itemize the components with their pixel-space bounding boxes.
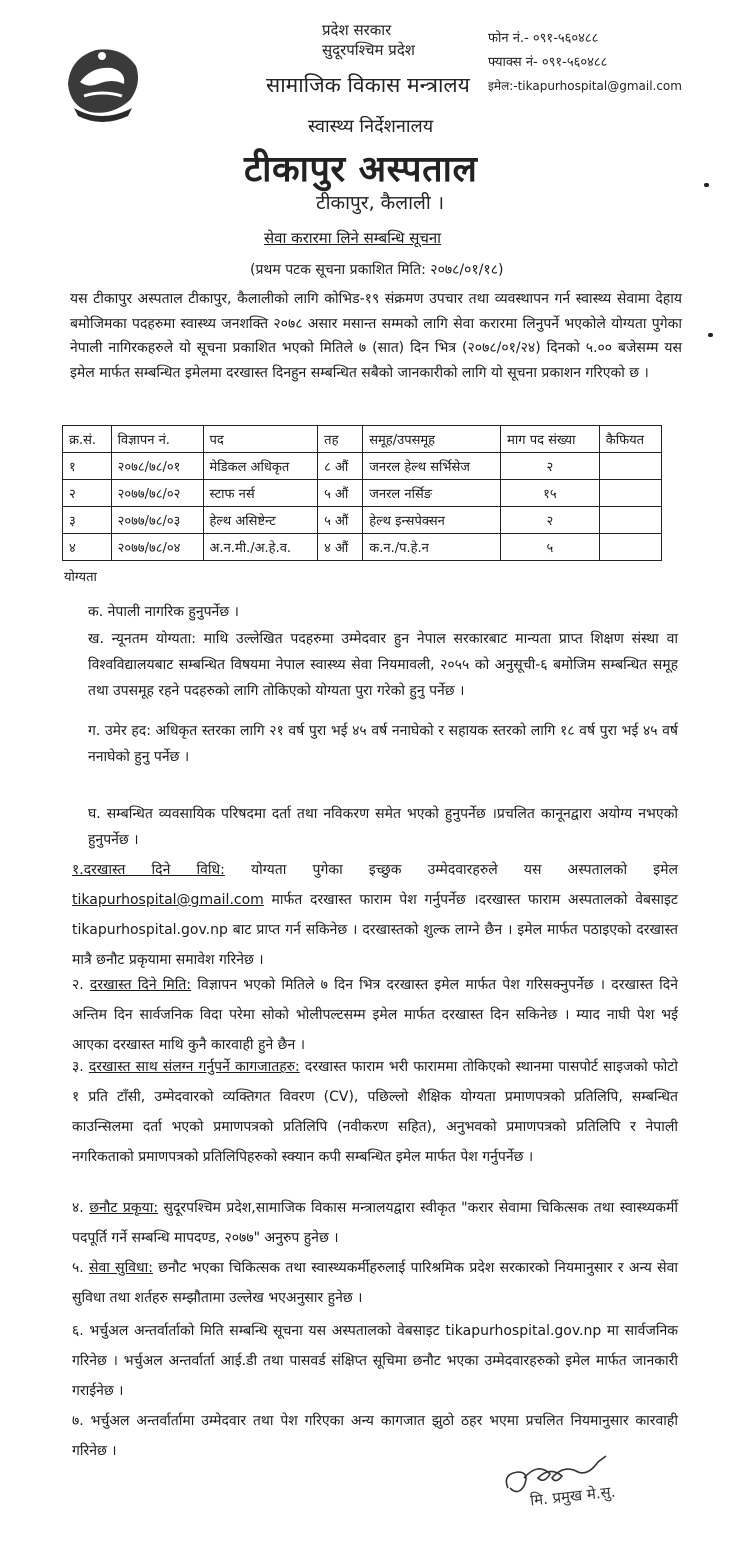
eligibility-ka: क. नेपाली नागरिक हुनुपर्नेछ । <box>88 604 239 620</box>
scan-speck <box>708 333 713 337</box>
table-row <box>63 480 662 507</box>
hospital-email-link[interactable]: tikapurhospital@gmail.com <box>72 892 264 908</box>
eligibility-heading: योग्यता <box>64 570 97 585</box>
cell-post: हेल्थ असिष्टेन्ट <box>203 507 318 534</box>
col-post: पद <box>203 426 318 453</box>
government-label: प्रदेश सरकार <box>322 21 392 39</box>
section-text: मार्फत दरखास्त फाराम पेश गर्नुपर्नेछ ।दरखास्त फाराम अस्पतालको वेबसाइट tikapurhospital.gov.np बाट प्राप्त गर्न सकिनेछ । दरखास्तको शुल्क लाग्ने छैन । इमेल मार्फत पठाइएको दरखास्त मात्रै छनौट प्रकृयामा समावेश गरिनेछ । <box>72 892 678 968</box>
cell-level: ८ औं <box>318 453 363 480</box>
publication-date: (प्रथम पटक सूचना प्रकाशित मिति: २०७८/०१/१८) <box>250 262 504 278</box>
section-text: योग्यता पुगेका इच्छुक उम्मेदवारहरुले यस अस्पतालको इमेल <box>224 862 678 878</box>
cell-remarks <box>599 534 661 561</box>
cell-post: अ.न.मी./अ.हे.व. <box>203 534 318 561</box>
section-number: २. <box>72 977 90 993</box>
cell-adv-no: २०७७/७८/०३ <box>111 507 203 534</box>
section-text: सुदूरपश्चिम प्रदेश,सामाजिक विकास मन्त्रालयद्वारा स्वीकृत "करार सेवामा चिकित्सक तथा स्वास्थ्यकर्मी पदपूर्ति गर्ने सम्बन्धि मापदण्ड, २०७७" अनुरुप हुनेछ । <box>72 1200 678 1246</box>
directorate-label: स्वास्थ्य निर्देशनालय <box>308 116 434 137</box>
cell-group: जनरल हेल्थ सर्भिसेज <box>363 453 501 480</box>
col-adv-no: विज्ञापन नं. <box>111 426 203 453</box>
cell-sn: ४ <box>63 534 112 561</box>
table-row <box>63 453 662 480</box>
section-selection-process <box>72 1193 678 1253</box>
col-sn: क्र.सं. <box>63 426 112 453</box>
section-benefits <box>72 1253 678 1313</box>
section-title: दरखास्त दिने मिति: <box>89 977 192 993</box>
section-title: १.दरखास्त दिने विधि: <box>72 862 225 878</box>
province-label: सुदूरपश्चिम प्रदेश <box>322 41 415 59</box>
cell-sn: २ <box>63 480 112 507</box>
section-title: सेवा सुविधा: <box>89 1260 153 1276</box>
col-remarks: कैफियत <box>599 426 661 453</box>
section-number: ५. <box>72 1260 89 1276</box>
vacancy-table <box>62 425 662 561</box>
table-row <box>63 507 662 534</box>
section-application-method <box>72 855 678 975</box>
section-number: ३. <box>72 1059 89 1075</box>
hospital-name: टीकापुर अस्पताल <box>244 149 478 190</box>
eligibility-gha: घ. सम्बन्धित व्यवसायिक परिषदमा दर्ता तथा नविकरण समेत भएको हुनुपर्नेछ ।प्रचलित कानूनद्वारा अयोग्य नभएको हुनुपर्नेछ । <box>88 806 678 848</box>
section-application-date <box>72 970 678 1060</box>
col-demand: माग पद संख्या <box>501 426 600 453</box>
section-text: दरखास्त फाराम भरी फाराममा तोकिएको स्थानमा पासपोर्ट साइजको फोटो १ प्रति टाँसी, उम्मेदवारको व्यक्तिगत विवरण (CV), पछिल्लो शैक्षिक योग्यता प्रमाणपत्रको प्रतिलिपि, सम्बन्धित काउन्सिलमा दर्ता भएको प्रमाणपत्रको प्रतिलिपि (नवीकरण सहित), अनुभवको प्रमाणपत्रको प्रतिलिपि र नेपाली नगरिकताको प्रमाणपत्रको प्रतिलिपिहरुको स्क्यान कपी सम्बन्धित इमेल मार्फत पेश गर्नुपर्नेछ । <box>72 1059 678 1165</box>
section-virtual-interview: ६. भर्चुअल अन्तर्वार्ताको मिति सम्बन्धि सूचना यस अस्पतालको वेबसाइट tikapurhospital.gov.np मा सार्वजनिक गरिनेछ । भर्चुअल अन्तर्वार्ता आई.डी तथा पासवर्ड संक्षिप्त सूचिमा छनौट भएका उम्मेदवारहरुको इमेल मार्फत जानकारी गराईनेछ । <box>72 1323 678 1399</box>
cell-group: हेल्थ इन्सपेक्सन <box>363 507 501 534</box>
cell-remarks <box>599 453 661 480</box>
email-address: इमेल:-tikapurhospital@gmail.com <box>488 79 682 93</box>
cell-adv-no: २०७८/७८/०१ <box>111 453 203 480</box>
table-row <box>63 534 662 561</box>
cell-post: मेडिकल अधिकृत <box>203 453 318 480</box>
phone-number: फोन नं.- ०९१-५६०४८८ <box>488 31 599 46</box>
section-text: छनौट भएका चिकित्सक तथा स्वास्थ्यकर्मीहरुलाई पारिश्रमिक प्रदेश सरकारको नियमानुसार र अन्य सेवा सुविधा तथा शर्तहरु सम्झौतामा उल्लेख भएअनुसार हुनेछ । <box>72 1260 678 1306</box>
cell-demand: २ <box>501 507 600 534</box>
cell-level: ४ औं <box>318 534 363 561</box>
scan-speck <box>704 183 709 187</box>
cell-remarks <box>599 480 661 507</box>
signature-caption: मि. प्रमुख मे.सु. <box>529 1482 617 1510</box>
cell-level: ५ औं <box>318 507 363 534</box>
section-documents <box>72 1052 678 1172</box>
cell-remarks <box>599 507 661 534</box>
col-group: समूह/उपसमूह <box>363 426 501 453</box>
cell-adv-no: २०७७/७८/०४ <box>111 534 203 561</box>
cell-adv-no: २०७७/७८/०२ <box>111 480 203 507</box>
cell-demand: २ <box>501 453 600 480</box>
cell-demand: १५ <box>501 480 600 507</box>
section-title: दरखास्त साथ संलग्न गर्नुपर्ने कागजातहरु: <box>88 1059 300 1075</box>
section-title: छनौट प्रकृया: <box>89 1200 159 1216</box>
intro-paragraph: यस टीकापुर अस्पताल टीकापुर, कैलालीको लागि कोभिड-१९ संक्रमण उपचार तथा व्यवस्थापन गर्न स्वास्थ्य सेवामा देहाय बमोजिमका पदहरुमा स्वास्थ्य जनशक्ति २०७८ असार मसान्त सम्मको लागि सेवा करारमा लिनुपर्ने भएकोले योग्यता पुगेका नेपाली नागिरकहरुले यो सूचना प्रकाशित भएको मितिले ७ (सात) दिन भित्र (२०७८/०१/२४) दिनको ५.०० बजेसम्म यस इमेल मार्फत सम्बन्धित इमेलमा दरखास्त दिनहुन सम्बन्धित सबैको जानकारीको लागि यो सूचना प्रकाशन गरिएको छ । <box>70 291 682 381</box>
eligibility-ga: ग. उमेर हद: अधिकृत स्तरका लागि २१ वर्ष पुरा भई ४५ वर्ष ननाघेको र सहायक स्तरको लागि १८ वर्ष पुरा भई ४५ वर्ष ननाघेको हुनु पर्नेछ । <box>88 723 678 765</box>
cell-demand: ५ <box>501 534 600 561</box>
cell-group: जनरल नर्सिङ <box>363 480 501 507</box>
section-false-documents: ७. भर्चुअल अन्तर्वार्तामा उम्मेदवार तथा पेश गरिएका अन्य कागजात झुठो ठहर भएमा प्रचलित नियमानुसार कारवाही गरिनेछ । <box>72 1413 678 1459</box>
cell-group: क.न./प.हे.न <box>363 534 501 561</box>
cell-level: ५ औं <box>318 480 363 507</box>
fax-number: फ्याक्स नं- ०९१-५६०४८८ <box>488 55 608 70</box>
hospital-address: टीकापुर, कैलाली । <box>316 192 445 214</box>
table-header-row <box>63 426 662 453</box>
cell-sn: १ <box>63 453 112 480</box>
nepal-emblem-icon <box>62 44 144 122</box>
section-text: विज्ञापन भएको मितिले ७ दिन भित्र दरखास्त इमेल मार्फत पेश गरिसक्नुपर्नेछ । दरखास्त दिने अन्तिम दिन सार्वजनिक विदा परेमा सोको भोलीपल्टसम्म इमेल मार्फत दरखास्त दिन सकिनेछ । म्याद नाघी पेश भई आएका दरखास्त माथि कुनै कारवाही हुने छैन । <box>72 977 678 1053</box>
cell-post: स्टाफ नर्स <box>203 480 318 507</box>
ministry-label: सामाजिक विकास मन्त्रालय <box>266 73 470 97</box>
cell-sn: ३ <box>63 507 112 534</box>
eligibility-kha: ख. न्यूनतम योग्यता: माथि उल्लेखित पदहरुमा उम्मेदवार हुन नेपाल सरकारबाट मान्यता प्राप्त शिक्षण संस्था वा विश्वविद्यालयबाट सम्बन्धित विषयमा नेपाल स्वास्थ्य सेवा नियमावली, २०५५ को अनुसूची-६ बमोजिम सम्बन्धित समूह तथा उपसमूह रहने पदहरुको लागि तोकिएको योग्यता पुरा गरेको हुनु पर्नेछ । <box>88 631 678 699</box>
col-level: तह <box>318 426 363 453</box>
notice-title: सेवा करारमा लिने सम्बन्धि सूचना <box>264 229 442 247</box>
section-number: ४. <box>72 1200 90 1216</box>
